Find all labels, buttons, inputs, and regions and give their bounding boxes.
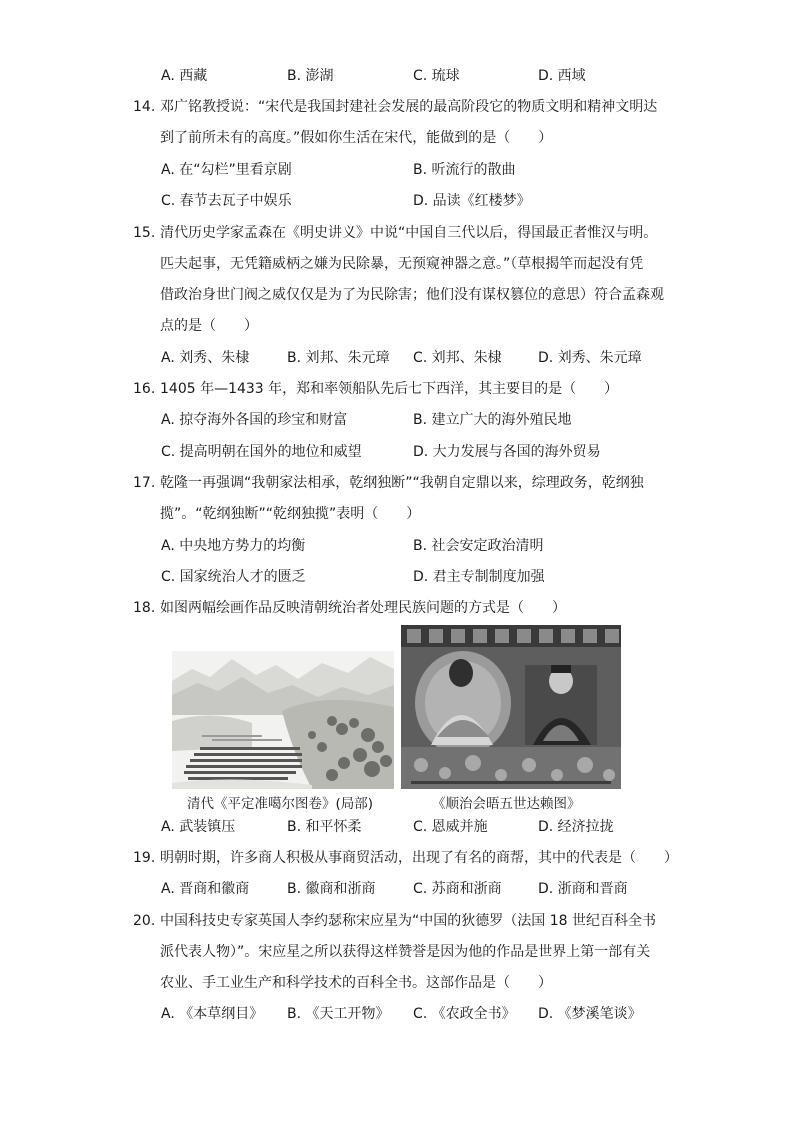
q17-option-a[interactable]: A. 中央地方势力的均衡 (161, 538, 306, 554)
q15-stem-line-2: 匹夫起事，无凭籍威柄之嫌为民除暴，无预窥神器之意。”（草根揭竿而起没有凭 (160, 256, 644, 272)
q20-option-d[interactable]: D. 《梦溪笔谈》 (538, 1006, 642, 1022)
landscape-battle-illustration (172, 651, 394, 789)
q14-stem-line-1: 邓广铭教授说：“宋代是我国封建社会发展的最高阶段它的物质文明和精神文明达 (160, 99, 658, 115)
q19-option-d[interactable]: D. 浙商和晋商 (538, 881, 628, 897)
q20-number: 20. (133, 913, 156, 929)
q16-option-b[interactable]: B. 建立广大的海外殖民地 (413, 412, 572, 428)
q17-stem-line-1: 乾隆一再强调“我朝家法相承，乾纲独断”“我朝自定鼎以来，综理政务，乾纲独 (160, 475, 644, 491)
q18-option-d[interactable]: D. 经济拉拢 (538, 819, 614, 835)
shunzhi-dalai-lama-painting (401, 625, 621, 789)
q17-stem-line-2: 揽”。“乾纲独断”“乾纲独揽”表明（ ） (160, 506, 421, 522)
q14-option-a[interactable]: A. 在“勾栏”里看京剧 (161, 162, 292, 178)
q13-option-c[interactable]: C. 琉球 (413, 68, 460, 84)
left-picture-caption: 清代《平定准噶尔图卷》(局部) (187, 796, 374, 812)
q13-option-b[interactable]: B. 澎湖 (287, 68, 334, 84)
q17-option-b[interactable]: B. 社会安定政治清明 (413, 538, 544, 554)
q16-option-a[interactable]: A. 掠夺海外各国的珍宝和财富 (161, 412, 348, 428)
q20-stem-line-1: 中国科技史专家英国人李约瑟称宋应星为“中国的狄德罗（法国 18 世纪百科全书 (160, 913, 656, 929)
pingding-zhungeer-painting (172, 651, 394, 789)
q15-option-d[interactable]: D. 刘秀、朱元璋 (538, 350, 642, 366)
q15-stem-line-1: 清代历史学家孟森在《明史讲义》中说“中国自三代以后，得国最正者惟汉与明。 (160, 225, 658, 241)
q18-option-b[interactable]: B. 和平怀柔 (287, 819, 362, 835)
q19-number: 19. (133, 850, 156, 866)
q17-number: 17. (133, 475, 156, 491)
q13-option-a[interactable]: A. 西藏 (161, 68, 208, 84)
q16-stem-line-1: 1405 年—1433 年，郑和率领船队先后七下西洋，其主要目的是（ ） (160, 381, 619, 397)
q19-option-b[interactable]: B. 徽商和浙商 (287, 881, 376, 897)
mural-illustration (401, 625, 621, 789)
q15-option-b[interactable]: B. 刘邦、朱元璋 (287, 350, 390, 366)
q18-option-a[interactable]: A. 武装镇压 (161, 819, 236, 835)
q13-option-d[interactable]: D. 西域 (538, 68, 586, 84)
q16-number: 16. (133, 381, 156, 397)
q20-option-a[interactable]: A. 《本草纲目》 (161, 1006, 264, 1022)
q15-stem-line-3: 借政治身世门阀之威仅仅是为了为民除害；他们没有谋权篡位的意思）符合孟森观 (160, 287, 664, 303)
q19-option-a[interactable]: A. 晋商和徽商 (161, 881, 250, 897)
q18-stem-line-1: 如图两幅绘画作品反映清朝统治者处理民族问题的方式是（ ） (160, 600, 566, 616)
q15-number: 15. (133, 225, 156, 241)
q15-option-a[interactable]: A. 刘秀、朱棣 (161, 350, 250, 366)
q14-option-c[interactable]: C. 春节去瓦子中娱乐 (161, 193, 292, 209)
q14-stem-line-2: 到了前所未有的高度。”假如你生活在宋代，能做到的是（ ） (160, 130, 553, 146)
q17-option-c[interactable]: C. 国家统治人才的匮乏 (161, 569, 306, 585)
q14-number: 14. (133, 99, 156, 115)
q15-stem-line-4: 点的是（ ） (160, 318, 258, 334)
q15-option-c[interactable]: C. 刘邦、朱棣 (413, 350, 502, 366)
q16-option-c[interactable]: C. 提高明朝在国外的地位和威望 (161, 444, 362, 460)
q19-option-c[interactable]: C. 苏商和浙商 (413, 881, 502, 897)
q20-option-c[interactable]: C. 《农政全书》 (413, 1006, 516, 1022)
q18-option-c[interactable]: C. 恩威并施 (413, 819, 488, 835)
q14-option-b[interactable]: B. 听流行的散曲 (413, 162, 516, 178)
q14-option-d[interactable]: D. 品读《红楼梦》 (413, 193, 531, 209)
q17-option-d[interactable]: D. 君主专制制度加强 (413, 569, 545, 585)
q18-number: 18. (133, 600, 156, 616)
q20-stem-line-2: 派代表人物）”。宋应星之所以获得这样赞誉是因为他的作品是世界上第一部有关 (160, 944, 651, 960)
q20-stem-line-3: 农业、手工业生产和科学技术的百科全书。这部作品是（ ） (160, 975, 552, 991)
q19-stem-line-1: 明朝时期，许多商人积极从事商贸活动，出现了有名的商帮，其中的代表是（ ） (160, 850, 678, 866)
right-picture-caption: 《顺治会晤五世达赖图》 (432, 796, 581, 812)
q20-option-b[interactable]: B. 《天工开物》 (287, 1006, 390, 1022)
q16-option-d[interactable]: D. 大力发展与各国的海外贸易 (413, 444, 601, 460)
